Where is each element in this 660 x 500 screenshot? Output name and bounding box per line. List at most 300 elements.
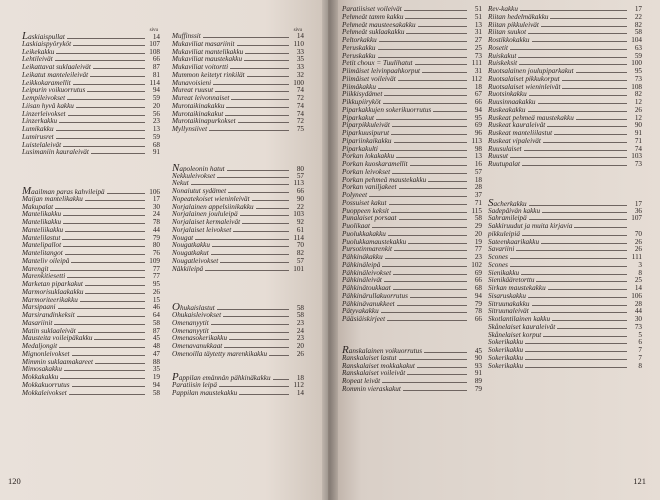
entry-title: Liisan hyvä kakku [22,101,74,110]
leader-line [522,165,627,166]
entry-page-number: 44 [152,225,160,234]
entry-title: Norjalainen joululeipä [172,210,238,219]
index-entry [172,173,304,181]
leader-line [520,10,627,11]
leader-line [394,142,468,143]
entry-page-number: 70 [634,229,642,238]
entry-page-number: 45 [152,334,160,343]
leader-line [557,328,627,329]
leader-line [525,359,627,360]
entry-title: Marenkitiesetti [22,272,66,281]
entry-page-number: 69 [474,268,482,277]
leader-line [213,84,289,85]
leader-line [62,239,145,240]
leader-line [378,57,467,58]
leader-line [524,150,627,151]
leader-line [384,281,467,282]
leader-line [510,258,627,259]
entry-page-number: 26 [634,237,642,246]
entry-page-number: 58 [152,388,160,397]
entry-page-number: 26 [296,349,304,358]
section-spacer [172,142,304,150]
leader-line [415,64,467,65]
entry-page-number: 66 [296,187,304,195]
leader-line [403,390,467,391]
entry-page-number: 94 [152,380,160,389]
leader-line [552,320,627,321]
entry-title: Ruskeakakku [488,105,526,114]
leader-line [525,351,627,352]
leader-line [525,343,627,344]
entry-page-number: 74 [296,109,304,118]
entry-title: Pähkinäleivokset [342,268,392,277]
entry-page-number: 92 [296,218,304,226]
entry-page-number: 91 [474,369,482,378]
entry-title: Sateenkaarikakku [488,237,540,246]
entry-page-number: 94 [474,105,482,114]
entry-title: Myllynsiivet [172,125,208,133]
leader-line [529,205,627,206]
entry-page-number: 33 [296,63,304,71]
entry-title: Sadepäivän kakku [488,206,541,215]
leader-line [398,80,467,81]
leader-line [528,111,627,112]
leader-line [392,126,467,127]
entry-page-number: 14 [296,32,304,40]
leader-line [433,111,467,112]
entry-title: Mantelilastut [22,233,61,242]
leader-line [95,363,145,364]
entry-title: Nonaiutut sydämet [172,187,227,195]
leader-line [518,57,627,58]
entry-page-number: 3 [638,260,642,269]
entry-page-number: 16 [474,160,482,168]
entry-page-number: 76 [152,249,160,257]
entry-title: Porkan kuoskaramellit [342,160,408,168]
entry-title: Rosetit [488,43,508,52]
entry-title: Mukaviliat maustekakku [172,55,243,64]
entry-page-number: 27 [474,36,482,44]
entry-page-number: 82 [634,20,642,29]
entry-page-number: 69 [474,121,482,130]
leader-line [211,254,289,255]
entry-page-number: 73 [634,160,642,168]
entry-page-number: 13 [152,125,160,133]
entry-page-number: 7 [638,346,642,354]
entry-page-number: 29 [474,222,482,230]
leader-line [90,76,145,77]
leader-line [240,215,289,216]
leader-line [67,38,145,39]
leader-line [59,347,145,348]
index-entry [172,351,304,359]
leader-line [382,382,467,383]
entry-page-number: 8 [638,268,642,277]
leader-line [525,367,627,368]
entry-page-number: 89 [474,377,482,385]
entry-page-number: 68 [474,284,482,292]
entry-title: Leikkokaramellit [22,78,71,87]
entry-page-number: 18 [474,175,482,184]
index-column-left-1 [22,28,160,397]
leader-line [541,26,627,27]
section-spacer [172,289,304,297]
leader-line [273,379,289,380]
entry-page-number: 46 [152,303,160,312]
entry-title: Marsipaani [22,303,56,312]
entry-title: Sokerikakku [488,361,524,370]
leader-line [238,122,289,123]
entry-page-number: 106 [631,291,642,300]
entry-title: Piparkakulti [342,144,378,153]
entry-page-number: 15 [152,295,160,304]
section-spacer [172,149,304,157]
entry-page-number: 80 [296,164,304,173]
entry-title: Ruiskakut [488,51,517,60]
leader-line [63,215,145,216]
entry-title: Riitan pikkuleivät [488,20,539,29]
entry-title: Ruskeat vipaleivät [488,136,541,145]
entry-page-number: 87 [152,326,160,335]
leader-line [256,208,289,209]
entry-page-number: 35 [296,55,304,64]
entry-page-number: 77 [152,272,160,281]
section-spacer [172,366,304,374]
index-entry [488,37,642,45]
entry-page-number: 28 [634,299,642,308]
leader-line [548,289,627,290]
entry-title: Porkan vaniljakeet [342,183,397,192]
entry-page-number: 26 [634,245,642,254]
leader-line [94,339,145,340]
entry-page-number: 113 [471,136,482,145]
entry-page-number: 5 [638,330,642,339]
leader-line [58,308,145,309]
entry-title: Pehmeät tamm kakku [342,12,404,21]
leader-line [380,150,467,151]
entry-page-number: 106 [149,188,160,196]
section-spacer [172,157,304,165]
entry-title: Omenanyytit [172,326,209,335]
index-entry [488,363,642,371]
entry-title: Makupalat [22,202,54,211]
entry-page-number: 82 [296,249,304,257]
entry-page-number: 30 [634,315,642,323]
entry-page-number: 22 [296,202,304,211]
leader-line [542,212,627,213]
entry-title: Maailman paras kahvileipä [22,185,105,197]
entry-page-number: 74 [296,86,304,95]
entry-title: Ruusulaiset [488,144,522,153]
leader-line [231,99,289,100]
entry-title: Sahramileipä [488,214,527,223]
leader-line [417,367,467,368]
entry-page-number: 26 [152,287,160,296]
entry-page-number: 77 [152,264,160,273]
section-spacer [22,180,160,188]
entry-title: Puoppeen keksit [342,206,389,215]
section-spacer [488,184,642,192]
entry-title: Pähkinävanukkeet [342,299,395,308]
leader-line [91,153,145,154]
leader-line [404,10,467,11]
leader-line [532,41,627,42]
leader-line [541,243,627,244]
leader-line [519,64,627,65]
entry-title: Scones [488,253,508,261]
leader-line [195,239,289,240]
page-column-header: sivu [293,28,302,33]
entry-title: Laskiaispullat [22,30,65,42]
section-spacer [22,165,160,173]
entry-page-number: 79 [152,233,160,242]
index-column-left-2 [172,28,304,397]
entry-title: Pätyvakakku [342,307,379,316]
entry-page-number: 58 [474,214,482,223]
leader-line [237,45,290,46]
entry-title: Mimosakakku [22,365,62,374]
entry-title: Ranskalaiset voileivät [342,369,406,378]
entry-page-number: 63 [634,43,642,52]
entry-title: Pääsiäiskirjeet [342,315,386,323]
entry-title: Possuiset kakut [342,198,387,207]
leader-line [396,157,467,158]
entry-title: Sirkan maustekakku [488,284,546,292]
entry-page-number: 90 [634,121,642,130]
entry-title: Savariini [488,245,515,254]
leader-line [536,281,627,282]
leader-line [64,370,145,371]
leader-line [405,18,467,19]
entry-title: Pähkinäleipä [342,260,381,269]
entry-page-number: 107 [149,39,160,48]
entry-title: Ruiskeksit [488,59,518,68]
index-entry [488,146,642,154]
entry-page-number: 113 [293,179,304,188]
leader-line [209,130,289,131]
leader-line [393,274,467,275]
entry-title: Ropeat leivät [342,377,381,385]
leader-line [410,297,467,298]
leader-line [543,336,627,337]
entry-page-number: 8 [638,361,642,370]
leader-line [383,103,467,104]
entry-title: Mantelikakku [22,210,62,219]
entry-page-number: 31 [474,67,482,75]
leader-line [397,305,467,306]
entry-title: Napoleonin hatut [172,161,225,174]
entry-title: Matin suklaaleivät [22,326,76,335]
entry-title: Ruotsinkakku [488,90,527,99]
entry-page-number: 81 [152,70,160,79]
leader-line [63,146,145,147]
leader-line [67,99,145,100]
entry-title: Manteliv oileipä [22,256,70,265]
leader-line [224,347,289,348]
leader-line [385,258,467,259]
leader-line [543,142,627,143]
entry-page-number: 68 [152,140,160,149]
entry-title: Marmoriteerikakku [22,295,78,304]
entry-title: Peruskakku [342,51,376,60]
entry-page-number: 20 [474,229,482,238]
leader-line [63,246,145,247]
entry-page-number: 57 [296,256,304,265]
entry-title: Pehmeät suklaakakku [342,28,405,37]
leader-line [252,200,289,201]
entry-page-number: 18 [474,82,482,91]
entry-title: Ruotsalaiset wieninleivät [488,82,561,91]
leader-line [388,235,467,236]
section-spacer [172,273,304,281]
entry-title: Peruskakku [342,43,376,52]
entry-page-number: 102 [471,260,482,269]
leader-line [228,192,289,193]
entry-page-number: 45 [474,347,482,355]
leader-line [399,359,467,360]
leader-line [65,254,145,255]
leader-line [220,262,289,263]
entry-page-number: 23 [296,318,304,327]
leader-line [528,33,627,34]
entry-page-number: 31 [474,28,482,37]
entry-page-number: 24 [296,326,304,335]
leader-line [226,107,289,108]
entry-page-number: 58 [296,311,304,319]
entry-page-number: 78 [474,307,482,316]
leader-line [394,250,467,251]
entry-page-number: 26 [634,105,642,114]
page-number: 121 [633,476,646,486]
entry-page-number: 112 [471,74,482,83]
entry-page-number: 59 [152,132,160,141]
leader-line [399,219,467,220]
entry-page-number: 59 [152,94,160,102]
entry-title: Nougat [172,233,194,242]
entry-title: Polyneet [342,191,368,199]
leader-line [381,312,467,313]
entry-title: Lempileivokset [22,94,66,102]
entry-page-number: 23 [474,253,482,261]
leader-line [215,91,289,92]
entry-title: Paratiisin leipä [172,380,217,389]
leader-line [212,246,289,247]
entry-title: Sakkiruudut ja muita kirjavia [488,222,573,230]
leader-line [71,262,145,263]
leader-line [225,115,289,116]
entry-title: Piikkisydämet [342,90,383,99]
entry-page-number: 94 [474,291,482,300]
entry-title: Piparkakkujen sokerikuorrutus [342,105,432,114]
leader-line [399,188,468,189]
entry-title: Sienikakku [488,268,520,277]
index-entry [342,316,482,324]
leader-line [56,138,145,139]
page-number: 120 [8,476,21,486]
entry-page-number: 12 [634,98,642,106]
entry-title: Leipurin voikuorrutus [22,86,86,95]
leader-line [50,270,145,271]
entry-title: Skånelaiset korput [488,330,542,339]
entry-page-number: 114 [149,78,160,87]
leader-line [382,266,467,267]
entry-page-number: 104 [631,36,642,44]
entry-title: Piparkuusipurut [342,129,390,137]
right-page [328,0,660,500]
leader-line [521,274,627,275]
leader-line [376,119,467,120]
index-entry [172,266,304,274]
entry-title: Ruutupalat [488,160,520,168]
section-spacer [488,177,642,185]
entry-title: Leikattavat suklaaleivät [22,63,91,71]
entry-page-number: 103 [293,210,304,219]
entry-title: Mokkakakku [22,373,59,381]
entry-page-number: 33 [296,47,304,56]
leader-line [217,309,289,310]
entry-title: Munavoisieni [172,78,212,87]
leader-line [538,103,627,104]
entry-title: Nopeatekoiset wieninleivät [172,194,250,203]
section-spacer [342,339,482,347]
leader-line [73,45,145,46]
entry-page-number: 19 [474,237,482,246]
entry-title: Mantelikakku [22,218,62,226]
entry-title: Linzerkakku [22,117,58,126]
entry-title: Sisaruskakku [488,291,526,300]
entry-title: Nekkuleivokset [172,171,216,180]
index-entry [488,246,642,254]
entry-page-number: 100 [631,59,642,68]
entry-title: Leikekakku [22,47,55,56]
leader-line [69,394,145,395]
entry-page-number: 59 [634,51,642,60]
entry-page-number: 25 [634,276,642,285]
entry-page-number: 13 [474,20,482,29]
entry-page-number: 19 [152,373,160,381]
leader-line [211,324,289,325]
leader-line [389,204,467,205]
entry-title: Manteliikakku [22,225,64,234]
leader-line [510,157,627,158]
entry-title: Pursotinmarenkit [342,245,393,254]
entry-page-number: 91 [152,148,160,157]
entry-title: Porkan leivokset [342,167,391,176]
entry-title: Nekut [172,179,189,188]
entry-page-number: 6 [638,338,642,347]
entry-title: Mimmin suklaamakareet [22,357,93,366]
entry-title: Sokerikakku [488,353,524,362]
entry-title: Mukaviliat masariinit [172,39,235,48]
entry-title: Piparpikkuleivät [342,121,390,130]
leader-line [203,37,289,38]
leader-line [80,301,145,302]
page-column-header: sivu [149,28,158,33]
entry-page-number: 66 [474,98,482,106]
entry-page-number: 74 [296,101,304,110]
entry-page-number: 58 [296,304,304,313]
leader-line [369,196,467,197]
entry-title: Mureat leivonnaiset [172,94,230,102]
entry-title: Pappilan maustekakku [172,388,238,397]
leader-line [72,355,145,356]
leader-line [56,53,145,54]
entry-title: Sitruunakakku [488,299,530,308]
entry-title: Maijan mantelikakku [22,194,83,203]
entry-title: Pehmeät mausteesakakku [342,20,416,29]
leader-line [93,68,145,69]
entry-title: Lumikakku [22,125,54,133]
